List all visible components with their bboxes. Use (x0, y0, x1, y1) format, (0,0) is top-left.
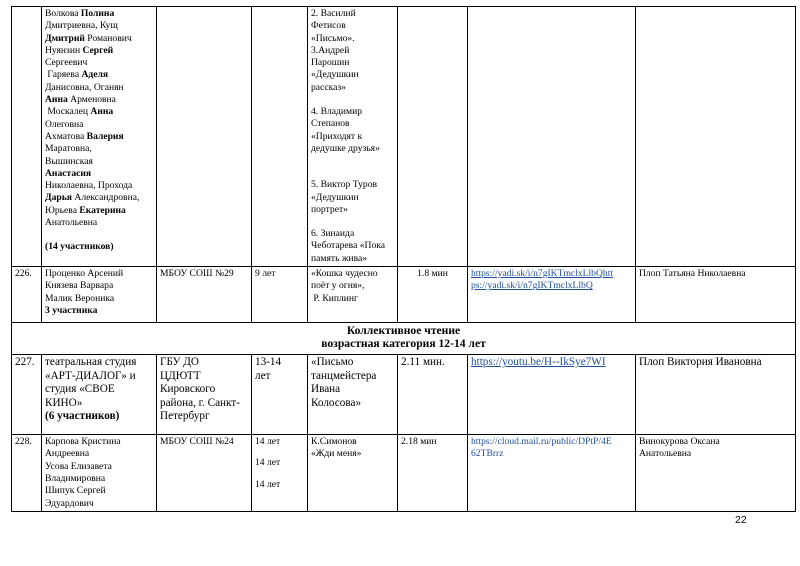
section-subtitle: возрастная категория 12-14 лет (321, 337, 486, 351)
participant-name: Дмитрий (45, 32, 85, 44)
participant-name: Сергей (82, 44, 114, 56)
participant-line (45, 57, 153, 69)
cell-work: «Письмо танцмейстера Ивана Колосова» (308, 355, 398, 435)
participant-line (45, 119, 153, 131)
row-number: 227. (12, 355, 42, 435)
cell-school: МБОУ СОШ №24 (157, 435, 252, 512)
cell-link[interactable] (468, 435, 636, 512)
work-group-2: 4. Владимир Степанов «Приходят к дедушке друзья» (311, 106, 380, 154)
participant-text: Романович (84, 32, 132, 44)
video-link[interactable]: https://cloud.mail.ru/public/DPtP/4E (471, 436, 612, 448)
page-number: 22 (735, 514, 747, 526)
cell-work (308, 7, 398, 267)
cell-work: К.Симонов «Жди меня» (308, 435, 398, 512)
participant-text: Юрьева (45, 204, 80, 216)
participant-text: Москалец (45, 106, 91, 118)
participant-name: Валерия (86, 130, 124, 142)
participant-line (45, 69, 153, 81)
cell-age: 14 лет 14 лет 14 лет (252, 435, 308, 512)
row-number: 226. (12, 267, 42, 323)
participant-line (45, 45, 153, 57)
participant-text: Нуянзин (45, 44, 83, 56)
video-link[interactable]: https://yadi.sk/i/n7gIKTmclxLlbQhtt (471, 268, 614, 280)
section-header-row (12, 323, 796, 355)
participant-line (45, 156, 153, 168)
participant-name: Анна (90, 106, 114, 118)
section-header (12, 323, 796, 355)
video-link[interactable]: https://youtu.be/H--IkSye7WI (471, 356, 606, 369)
cell-school: МБОУ СОШ №29 (157, 267, 252, 323)
cell-link (468, 7, 636, 267)
participants-count: (6 участников) (45, 410, 120, 423)
table-row (12, 435, 796, 512)
participant-text: Гаряева (45, 69, 82, 81)
cell-teacher: Винокурова Оксана Анатольевна (636, 435, 796, 512)
participant-line (45, 8, 153, 20)
table-row (12, 355, 796, 435)
participant-line (45, 82, 153, 94)
table-row (12, 267, 796, 323)
table-row (12, 7, 796, 267)
cell-duration: 1.8 мин (398, 267, 468, 323)
participant-name: Дарья (45, 192, 72, 204)
participant-text: Александровна, (72, 192, 140, 204)
cell-link[interactable] (468, 355, 636, 435)
cell-age: 9 лет (252, 267, 308, 323)
cell-work: «Кошка чудесно поёт у огня», Р. Киплинг (308, 267, 398, 323)
video-link[interactable]: ps://yadi.sk/i/n7gIKTmclxLlbQ (471, 280, 593, 292)
participant-line (45, 94, 153, 106)
participant-line (45, 180, 153, 192)
participant-text: Ахматова (45, 130, 87, 142)
participant-line (45, 143, 153, 155)
work-group-4: 6. Зинаида Чеботарева «Пока память жива» (311, 228, 386, 264)
cell-age (252, 7, 308, 267)
cell-participants: театральная студия «АРТ-ДИАЛОГ» и студия «СВОЕ КИНО» (6 участников) (42, 355, 157, 435)
cell-teacher: Плоп Татьяна Николаевна (636, 267, 796, 323)
cell-school (157, 7, 252, 267)
participant-text: Олеговна (45, 118, 84, 130)
participant-line (45, 205, 153, 217)
participant-text: Сергеевич (45, 57, 88, 69)
participants-count: 3 участника (45, 304, 98, 316)
participants-count: (14 участников) (45, 241, 114, 253)
participant-text: Николаевна, Прохода (45, 180, 133, 192)
cell-participants: Карпова Кристина Андреевна Усова Елизавета Владимировна Шипук Сергей Эдуардович (42, 435, 157, 512)
participant-text: Анатольевна (45, 217, 98, 229)
participant-text: Волкова (45, 8, 81, 19)
section-title: Коллективное чтение (346, 324, 461, 338)
participant-line (45, 168, 153, 180)
video-link[interactable]: 62TBrrz (471, 448, 504, 460)
participant-text: Вышинская (45, 155, 93, 167)
participant-line (45, 106, 153, 118)
participant-line (45, 217, 153, 229)
cell-link[interactable] (468, 267, 636, 323)
participant-text: Дмитриевна, Кущ (45, 20, 118, 32)
participant-name: Анна (45, 94, 68, 106)
cell-duration (398, 7, 468, 267)
work-group-3: 5. Виктор Туров «Дедушкин портрет» (311, 179, 378, 215)
participant-text: Арменовна (67, 94, 116, 106)
cell-duration: 2.18 мин (398, 435, 468, 512)
participant-name: Екатерина (79, 204, 126, 216)
cell-teacher (636, 7, 796, 267)
cell-school: ГБУ ДО ЦДЮТТ Кировского района, г. Санкт- Петербург (157, 355, 252, 435)
participant-line (45, 192, 153, 204)
participant-name: Полина (80, 8, 115, 19)
cell-duration: 2.11 мин. (398, 355, 468, 435)
participant-line (45, 20, 153, 32)
row-number: 228. (12, 435, 42, 512)
cell-age: 13-14 лет (252, 355, 308, 435)
work-group-1: 2. Василий Фетисов «Письмо». 3.Андрей Парошин «Дедушкин рассказ» (311, 8, 359, 93)
cell-participants: Проценко Арсений Князева Варвара Малик Вероника 3 участника (42, 267, 157, 323)
cell-participants (42, 7, 157, 267)
participant-text: Маратовна, (45, 143, 92, 155)
participants-list (45, 8, 153, 229)
participants-table (11, 6, 796, 512)
cell-num (12, 7, 42, 267)
participant-line (45, 33, 153, 45)
cell-teacher: Плоп Виктория Ивановна (636, 355, 796, 435)
participant-name: Аделя (81, 69, 109, 81)
participant-text: Данисовна, Оганян (45, 81, 124, 93)
participant-name: Анастасия (45, 167, 92, 179)
participant-line (45, 131, 153, 143)
